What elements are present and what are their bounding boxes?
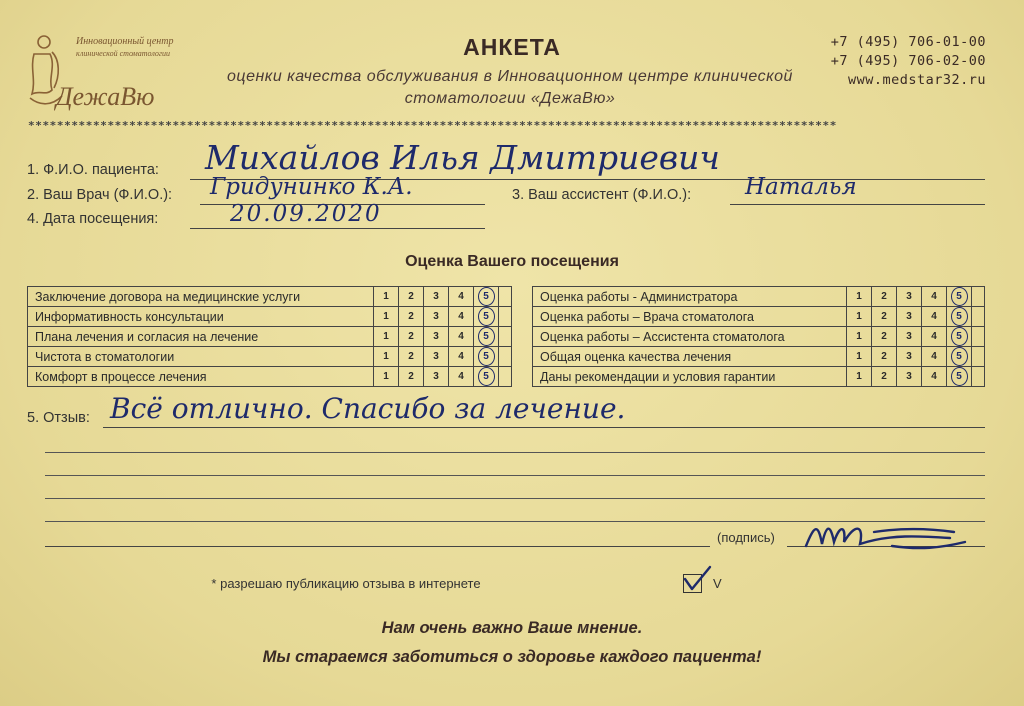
- checkmark-icon: [682, 565, 712, 593]
- rating-score-1[interactable]: [374, 347, 399, 367]
- score-number: 4: [931, 371, 937, 382]
- signature-left-line: [45, 546, 710, 547]
- rating-section-title: Оценка Вашего посещения: [405, 253, 619, 270]
- rating-score-1[interactable]: [847, 327, 872, 347]
- score-number: 1: [856, 351, 862, 362]
- rating-table-right: [532, 286, 985, 387]
- score-number: 3: [433, 351, 439, 362]
- rating-score-2[interactable]: [399, 367, 424, 387]
- contact-block: [831, 33, 986, 90]
- review-line-4: [45, 498, 985, 499]
- selected-score-circle: 5: [478, 327, 495, 346]
- rating-row: [533, 327, 985, 347]
- rating-row: [28, 307, 512, 327]
- rating-score-5[interactable]: [474, 327, 499, 347]
- rating-criterion-label: Заключение договора на медицинские услуги: [28, 287, 374, 307]
- rating-score-3[interactable]: [897, 347, 922, 367]
- logo-brand: ДежаВю: [56, 82, 155, 111]
- rating-criterion-label: Комфорт в процессе лечения: [28, 367, 374, 387]
- score-number: 4: [931, 351, 937, 362]
- score-number: 3: [433, 291, 439, 302]
- logo-line-1: Инновационный центр: [76, 36, 174, 47]
- rating-score-3[interactable]: [897, 367, 922, 387]
- assistant-line: [730, 204, 985, 205]
- document-subtitle: оценки качества обслуживания в Инновационном центре клинической стоматологии «ДежаВю»: [227, 68, 793, 107]
- publication-consent-mark: V: [713, 576, 722, 591]
- rating-spacer-cell: [499, 287, 512, 307]
- rating-score-5[interactable]: [947, 307, 972, 327]
- date-value[interactable]: 20.09.2020: [230, 201, 382, 227]
- rating-spacer-cell: [499, 307, 512, 327]
- rating-criterion-label: Оценка работы - Администратора: [533, 287, 847, 307]
- score-number: 2: [408, 311, 414, 322]
- score-number: 4: [931, 291, 937, 302]
- review-line-1: [103, 427, 985, 428]
- rating-score-4[interactable]: [922, 347, 947, 367]
- review-text[interactable]: Всё отлично. Спасибо за лечение.: [110, 392, 626, 425]
- assistant-label: 3. Ваш ассистент (Ф.И.О.):: [512, 187, 692, 203]
- score-number: 3: [906, 331, 912, 342]
- selected-score-circle: 5: [478, 367, 495, 386]
- rating-score-4[interactable]: [922, 327, 947, 347]
- rating-score-3[interactable]: [424, 307, 449, 327]
- score-number: 4: [458, 311, 464, 322]
- score-number: 1: [856, 291, 862, 302]
- rating-score-2[interactable]: [872, 327, 897, 347]
- selected-score-circle: 5: [478, 347, 495, 366]
- score-number: 3: [433, 331, 439, 342]
- selected-score-circle: 5: [951, 367, 968, 386]
- assistant-value[interactable]: Наталья: [745, 174, 857, 200]
- rating-row: [533, 287, 985, 307]
- rating-score-3[interactable]: [424, 327, 449, 347]
- rating-spacer-cell: [972, 347, 985, 367]
- phone-2: +7 (495) 706-02-00: [830, 53, 986, 69]
- score-number: 1: [856, 311, 862, 322]
- score-number: 2: [408, 351, 414, 362]
- website-link[interactable]: www.medstar32.ru: [847, 72, 986, 88]
- rating-criterion-label: Даны рекомендации и условия гарантии: [533, 367, 847, 387]
- rating-score-3[interactable]: [424, 347, 449, 367]
- rating-score-2[interactable]: [399, 347, 424, 367]
- date-line: [190, 228, 485, 229]
- signature-label: (подпись): [717, 530, 775, 545]
- score-number: 1: [856, 331, 862, 342]
- rating-score-5[interactable]: [947, 327, 972, 347]
- rating-row: [28, 287, 512, 307]
- rating-score-4[interactable]: [449, 347, 474, 367]
- rating-score-1[interactable]: [847, 307, 872, 327]
- doctor-label: 2. Ваш Врач (Ф.И.О.):: [27, 187, 173, 203]
- rating-table-left: [27, 286, 512, 387]
- logo-line-2: клинической стоматологии: [76, 49, 171, 58]
- rating-score-3[interactable]: [424, 367, 449, 387]
- rating-row: [533, 367, 985, 387]
- rating-spacer-cell: [972, 367, 985, 387]
- rating-score-2[interactable]: [399, 307, 424, 327]
- rating-score-4[interactable]: [922, 307, 947, 327]
- score-number: 4: [458, 371, 464, 382]
- score-number: 2: [408, 331, 414, 342]
- review-label: 5. Отзыв:: [27, 410, 90, 426]
- rating-row: [28, 367, 512, 387]
- phone-1: +7 (495) 706-01-00: [830, 34, 986, 50]
- rating-score-4[interactable]: [449, 287, 474, 307]
- score-number: 3: [906, 351, 912, 362]
- rating-score-5[interactable]: [474, 307, 499, 327]
- rating-score-2[interactable]: [399, 327, 424, 347]
- selected-score-circle: 5: [951, 287, 968, 306]
- rating-spacer-cell: [499, 367, 512, 387]
- rating-criterion-label: Оценка работы – Ассистента стоматолога: [533, 327, 847, 347]
- rating-score-3[interactable]: [897, 287, 922, 307]
- score-number: 2: [881, 351, 887, 362]
- closing-line-1: Нам очень важно Ваше мнение.: [381, 619, 643, 637]
- rating-score-4[interactable]: [449, 327, 474, 347]
- rating-score-1[interactable]: [847, 287, 872, 307]
- rating-spacer-cell: [972, 287, 985, 307]
- patient-label: 1. Ф.И.О. пациента:: [27, 162, 159, 178]
- rating-score-1[interactable]: [374, 307, 399, 327]
- score-number: 4: [931, 331, 937, 342]
- rating-score-1[interactable]: [847, 347, 872, 367]
- selected-score-circle: 5: [478, 307, 495, 326]
- date-label: 4. Дата посещения:: [27, 211, 159, 227]
- score-number: 3: [433, 371, 439, 382]
- rating-score-4[interactable]: [449, 367, 474, 387]
- score-number: 3: [433, 311, 439, 322]
- score-number: 4: [458, 351, 464, 362]
- score-number: 2: [881, 371, 887, 382]
- score-number: 2: [881, 291, 887, 302]
- rating-score-4[interactable]: [922, 367, 947, 387]
- score-number: 4: [458, 331, 464, 342]
- rating-score-1[interactable]: [374, 367, 399, 387]
- star-divider: ****************************************************************************************************************: [28, 119, 837, 132]
- rating-score-2[interactable]: [872, 287, 897, 307]
- rating-row: [28, 327, 512, 347]
- patient-value[interactable]: Михайлов Илья Дмитриевич: [205, 138, 720, 177]
- rating-score-2[interactable]: [872, 347, 897, 367]
- rating-spacer-cell: [499, 327, 512, 347]
- score-number: 2: [408, 291, 414, 302]
- score-number: 1: [383, 311, 389, 322]
- document-title: АНКЕТА: [463, 34, 561, 60]
- rating-score-2[interactable]: [872, 367, 897, 387]
- review-line-2: [45, 452, 985, 453]
- selected-score-circle: 5: [951, 327, 968, 346]
- rating-score-1[interactable]: [374, 327, 399, 347]
- rating-score-1[interactable]: [374, 287, 399, 307]
- selected-score-circle: 5: [478, 287, 495, 306]
- score-number: 1: [856, 371, 862, 382]
- rating-score-5[interactable]: [474, 287, 499, 307]
- selected-score-circle: 5: [951, 307, 968, 326]
- doctor-value[interactable]: Гридунинко К.А.: [210, 174, 413, 200]
- score-number: 1: [383, 331, 389, 342]
- score-number: 4: [931, 311, 937, 322]
- rating-score-5[interactable]: [474, 347, 499, 367]
- score-number: 4: [458, 291, 464, 302]
- rating-score-5[interactable]: [947, 347, 972, 367]
- rating-score-4[interactable]: [449, 307, 474, 327]
- publication-consent-checkbox[interactable]: [683, 574, 702, 593]
- rating-score-4[interactable]: [922, 287, 947, 307]
- score-number: 2: [881, 311, 887, 322]
- signature-icon[interactable]: [800, 512, 970, 556]
- rating-score-5[interactable]: [474, 367, 499, 387]
- rating-score-2[interactable]: [399, 287, 424, 307]
- rating-score-5[interactable]: [947, 287, 972, 307]
- rating-score-5[interactable]: [947, 367, 972, 387]
- score-number: 1: [383, 351, 389, 362]
- rating-spacer-cell: [499, 347, 512, 367]
- rating-score-3[interactable]: [897, 307, 922, 327]
- selected-score-circle: 5: [951, 347, 968, 366]
- rating-spacer-cell: [972, 327, 985, 347]
- score-number: 2: [881, 331, 887, 342]
- closing-line-2: Мы стараемся заботиться о здоровье каждого пациента!: [262, 648, 762, 666]
- rating-criterion-label: Плана лечения и согласия на лечение: [28, 327, 374, 347]
- rating-score-3[interactable]: [424, 287, 449, 307]
- review-line-3: [45, 475, 985, 476]
- rating-spacer-cell: [972, 307, 985, 327]
- rating-criterion-label: Оценка работы – Врача стоматолога: [533, 307, 847, 327]
- publication-consent-label: * разрешаю публикацию отзыва в интернете: [211, 576, 481, 591]
- rating-criterion-label: Чистота в стоматологии: [28, 347, 374, 367]
- rating-criterion-label: Общая оценка качества лечения: [533, 347, 847, 367]
- score-number: 3: [906, 311, 912, 322]
- rating-score-3[interactable]: [897, 327, 922, 347]
- score-number: 2: [408, 371, 414, 382]
- score-number: 1: [383, 371, 389, 382]
- rating-row: [533, 347, 985, 367]
- score-number: 3: [906, 291, 912, 302]
- rating-criterion-label: Информативность консультации: [28, 307, 374, 327]
- rating-row: [28, 347, 512, 367]
- score-number: 1: [383, 291, 389, 302]
- rating-score-1[interactable]: [847, 367, 872, 387]
- rating-score-2[interactable]: [872, 307, 897, 327]
- score-number: 3: [906, 371, 912, 382]
- rating-row: [533, 307, 985, 327]
